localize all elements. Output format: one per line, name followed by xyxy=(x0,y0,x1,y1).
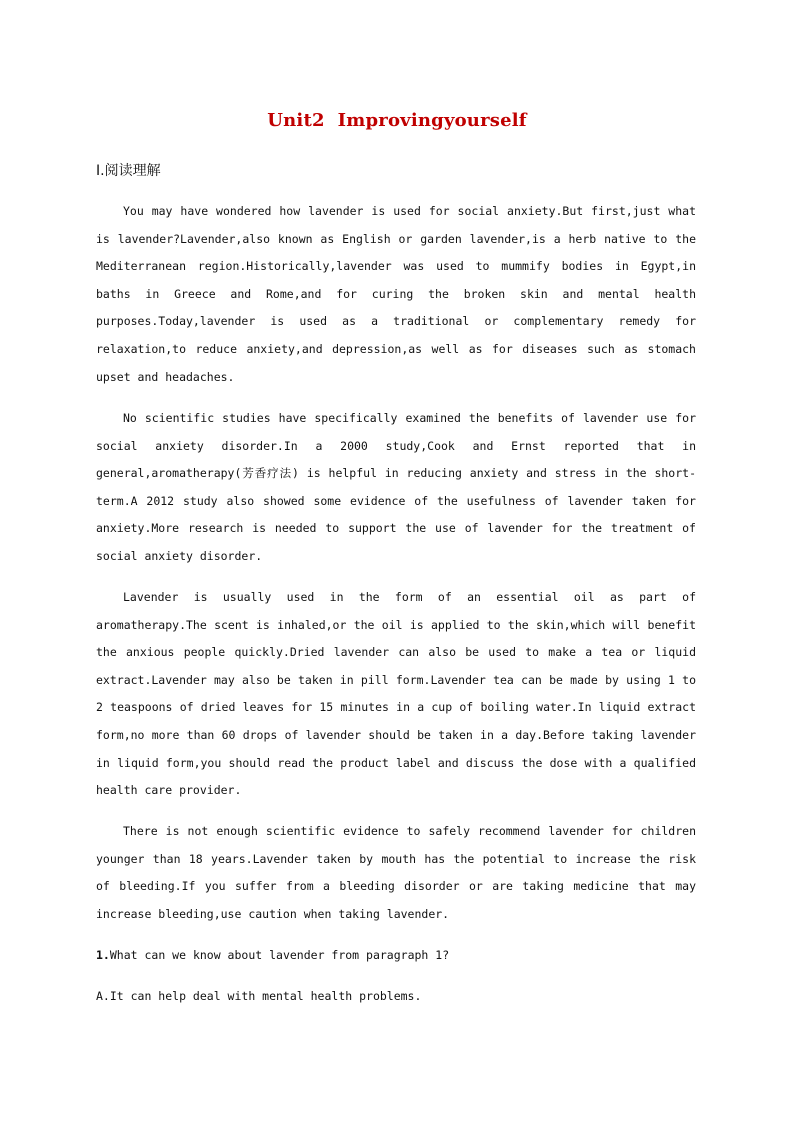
page-title: Unit2 Improvingyourself xyxy=(267,110,527,131)
question-text: What can we know about lavender from paragraph 1? xyxy=(109,948,450,962)
section-heading: Ⅰ.阅读理解 xyxy=(96,163,161,179)
paragraph-4: There is not enough scientific evidence to safely recommend lavender for children younger than 18 years.Lavender taken by mouth has the potential to increase the risk of bleeding.If you suffer from a bleeding disorder or are taking medicine that may increase bleeding,use caution when taking lavender. xyxy=(96,824,696,921)
question-1 xyxy=(96,942,696,970)
paragraph-3: Lavender is usually used in the form of an essential oil as part of aromatherapy.The scent is inhaled,or the oil is applied to the skin,which will benefit the anxious people quickly.Dried lavender can also be used to make a tea or liquid extract.Lavender may also be taken in pill form.Lavender tea can be made by using 1 to 2 teaspoons of dried leaves for 15 minutes in a cup of boiling water.In liquid extract form,no more than 60 drops of lavender should be taken in a day.Before taking lavender in liquid form,you should read the product label and discuss the dose with a qualified health care provider. xyxy=(96,590,696,798)
paragraph-1: You may have wondered how lavender is used for social anxiety.But first,just what is lavender?Lavender,also known as English or garden lavender,is a herb native to the Mediterranean region.Historically,lavender was used to mummify bodies in Egypt,in baths in Greece and Rome,and for curing the broken skin and mental health purposes.Today,lavender is used as a traditional or complementary remedy for relaxation,to reduce anxiety,and depression,as well as for diseases such as stomach upset and headaches. xyxy=(96,204,696,384)
paragraph-2: No scientific studies have specifically examined the benefits of lavender use for social anxiety disorder.In a 2000 study,Cook and Ernst reported that in general,aromatherapy(芳香疗法) is helpful in reducing anxiety and stress in the short-term.A 2012 study also showed some evidence of the usefulness of lavender taken for anxiety.More research is needed to support the use of lavender for the treatment of social anxiety disorder. xyxy=(96,411,696,563)
question-number: 1. xyxy=(96,948,110,962)
question-1-option-a: A.It can help deal with mental health problems. xyxy=(96,989,422,1003)
